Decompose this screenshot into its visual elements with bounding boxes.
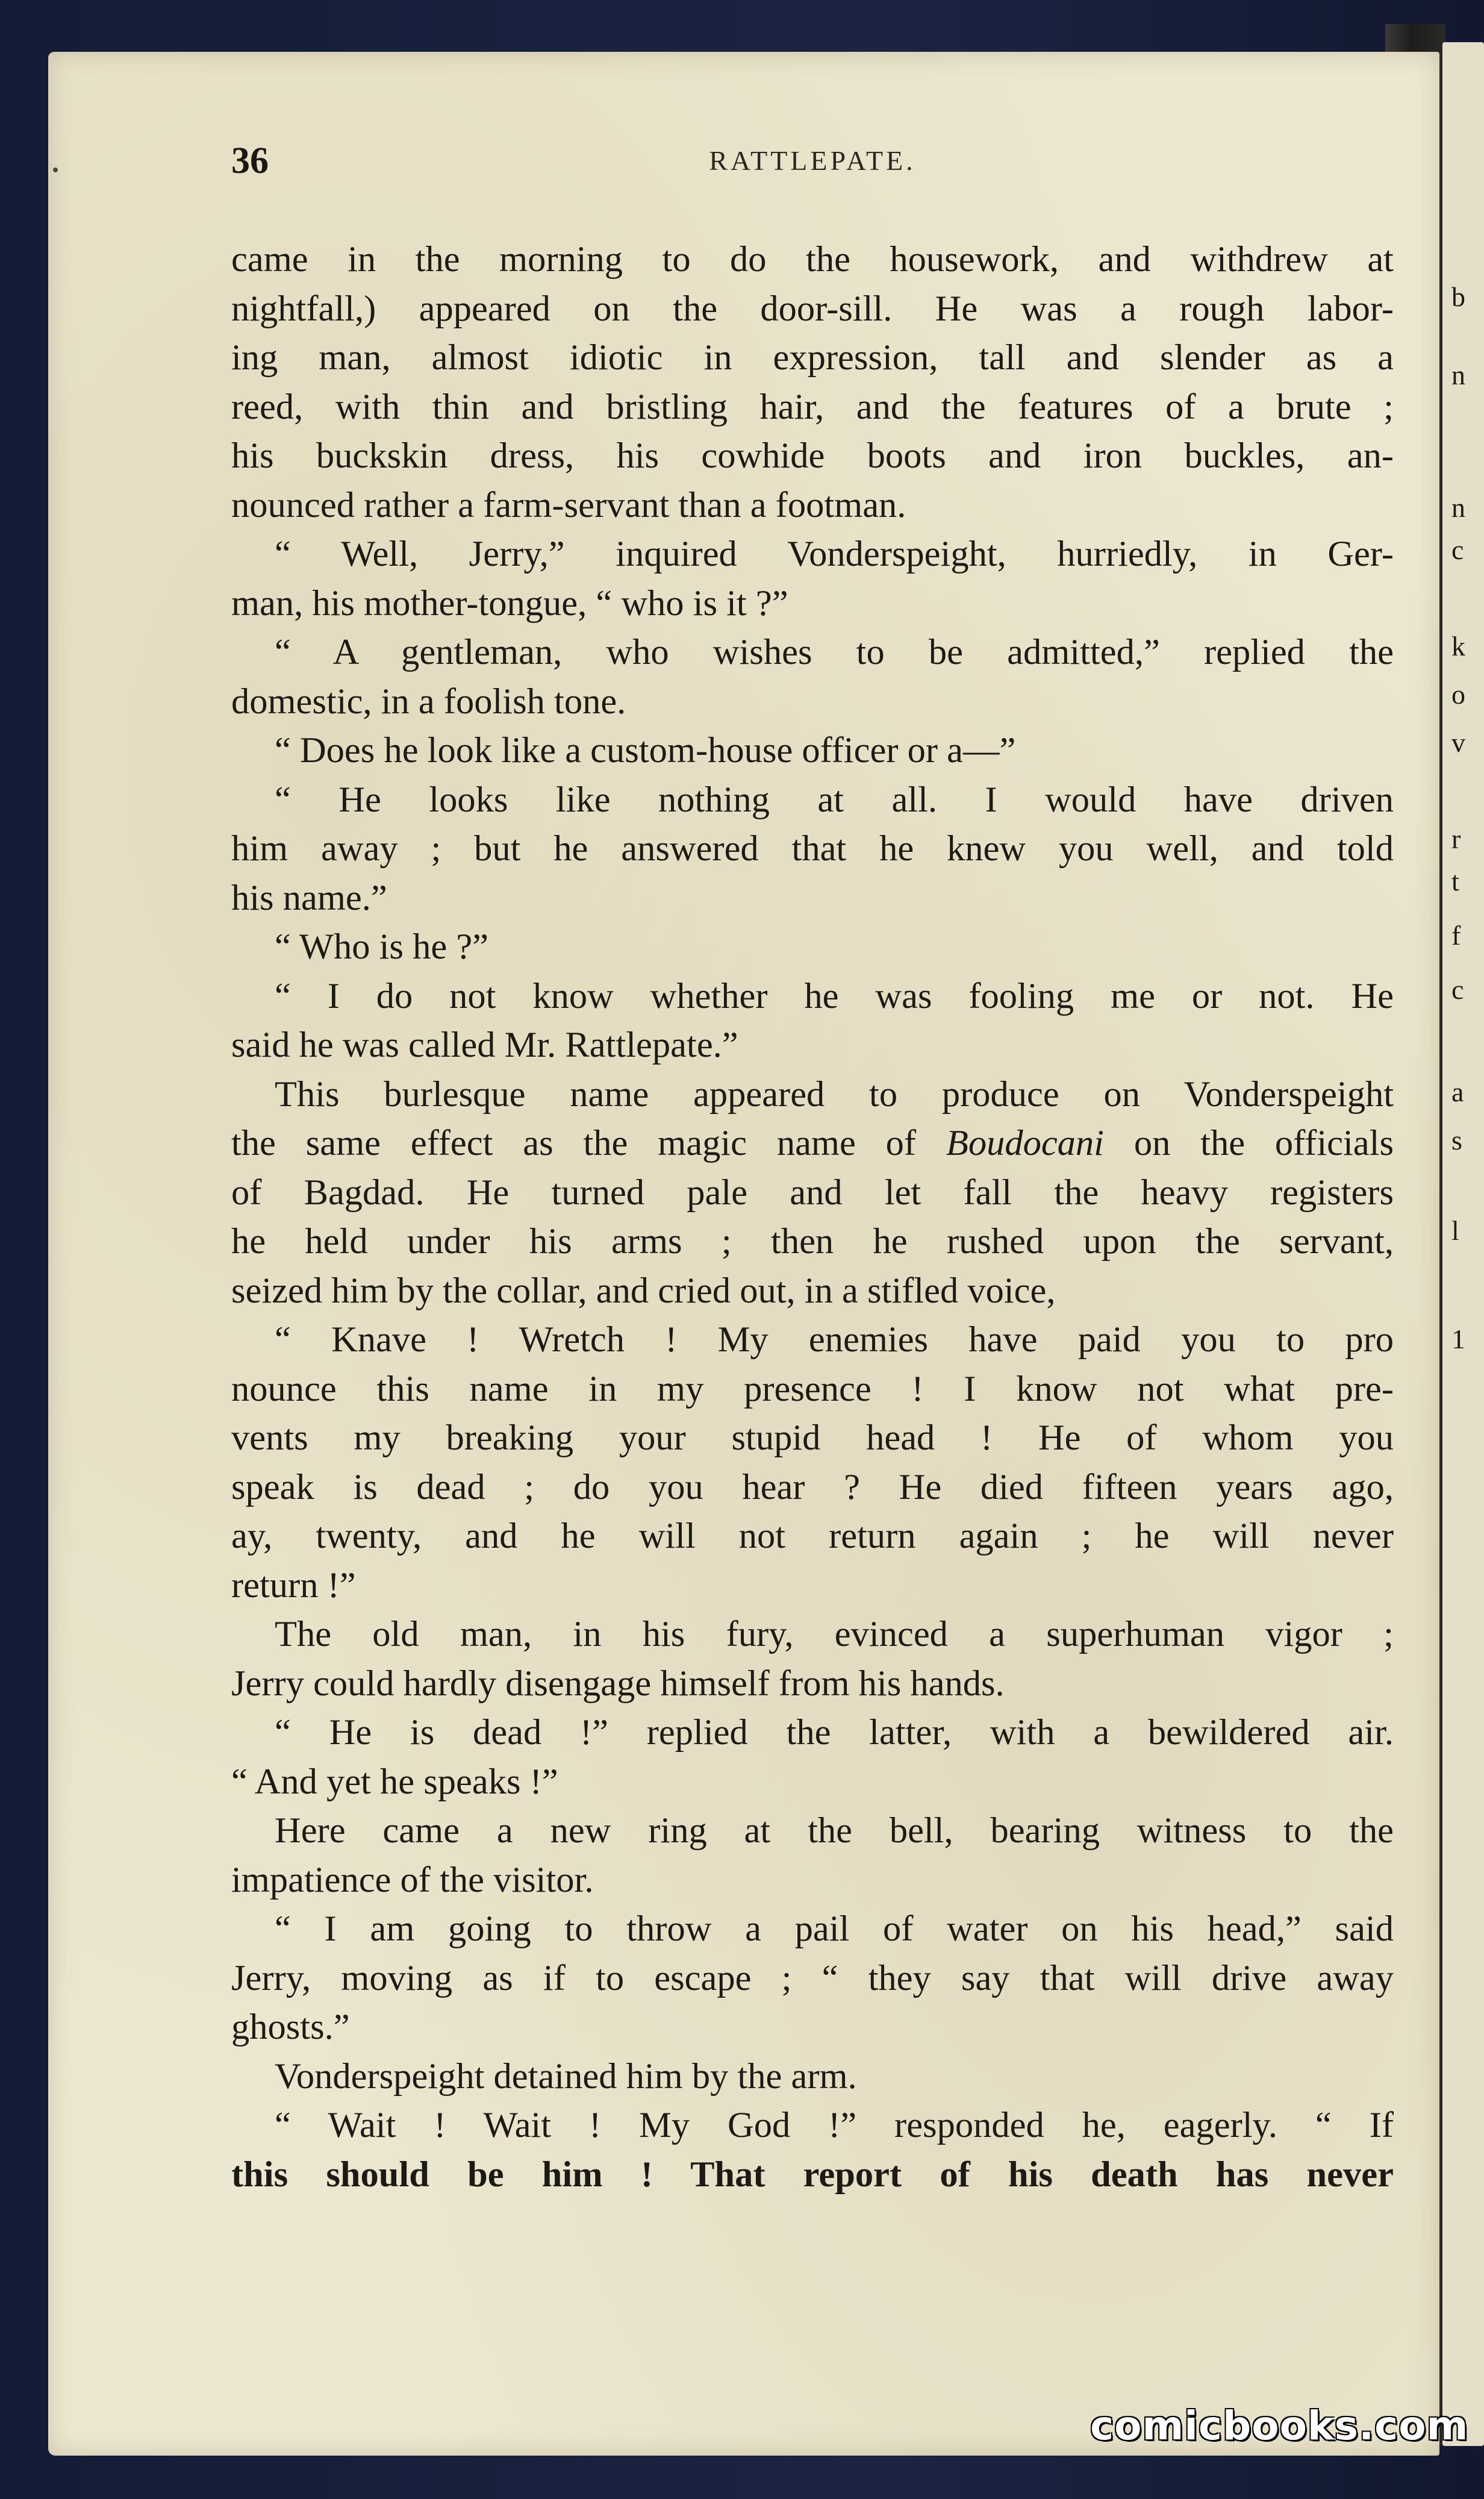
running-head: RATTLEPATE. (709, 145, 916, 176)
text-line: “ Wait ! Wait ! My God !” responded he, eagerly. “ If (275, 2105, 1394, 2145)
text-line: “ Does he look like a custom-house officer or a—” (275, 730, 1016, 771)
facing-page-letter: c (1451, 534, 1464, 565)
text-line: “ Knave ! Wretch ! My enemies have paid you to pro (275, 1319, 1394, 1360)
text-line: Jerry, moving as if to escape ; “ they say that will drive away (231, 1957, 1394, 1998)
facing-page-letter: a (1451, 1077, 1464, 1107)
text-line: this should be him ! That report of his death has never (231, 2154, 1394, 2195)
text-line: “ Who is he ?” (275, 927, 489, 967)
text-line: “ Well, Jerry,” inquired Vonderspeight, hurriedly, in Ger- (275, 534, 1394, 574)
facing-page-letter: s (1451, 1125, 1462, 1156)
text-line: ing man, almost idiotic in expression, tall and slender as a (231, 337, 1394, 378)
text-line: “ I do not know whether he was fooling me or not. He (275, 975, 1394, 1016)
text-line: nounce this name in my presence ! I know not what pre- (231, 1368, 1394, 1409)
text-line: impatience of the visitor. (231, 1859, 594, 1900)
text-line: his buckskin dress, his cowhide boots and iron buckles, an- (231, 436, 1394, 476)
page-number: 36 (231, 140, 269, 181)
text-line: Jerry could hardly disengage himself from his hands. (231, 1663, 1005, 1704)
watermark: comicbooks.com (1090, 2403, 1469, 2449)
text-line: return !” (231, 1565, 356, 1606)
text-line: said he was called Mr. Rattlepate.” (231, 1025, 738, 1065)
margin-speck (53, 167, 58, 172)
text-line: Here came a new ring at the bell, bearing witness to the (275, 1810, 1394, 1851)
body-text (231, 235, 1394, 2199)
facing-page-letter: v (1451, 727, 1465, 758)
text-line: of Bagdad. He turned pale and let fall the heavy registers (231, 1172, 1394, 1213)
facing-page-letter: r (1451, 824, 1461, 854)
text-line: domestic, in a foolish tone. (231, 681, 626, 722)
text-line: his name.” (231, 877, 387, 918)
facing-page-letter: 1 (1451, 1324, 1465, 1354)
text-line: nounced rather a farm-servant than a footman. (231, 484, 906, 525)
text-line: This burlesque name appeared to produce on Vonderspeight (275, 1074, 1394, 1115)
facing-page-letter: c (1451, 974, 1464, 1005)
text-line: ay, twenty, and he will not return again ; he will never (231, 1516, 1394, 1556)
text-line: he held under his arms ; then he rushed upon the servant, (231, 1221, 1394, 1262)
text-line: man, his mother-tongue, “ who is it ?” (231, 583, 788, 624)
facing-page-letter: f (1451, 920, 1461, 951)
text-line: “ He is dead !” replied the latter, with a bewildered air. (275, 1712, 1394, 1753)
facing-page-letter: l (1451, 1215, 1459, 1246)
facing-page-letter: n (1451, 492, 1465, 523)
facing-page-letter: t (1451, 866, 1459, 896)
text-line: The old man, in his fury, evinced a superhuman vigor ; (275, 1614, 1394, 1654)
text-line: seized him by the collar, and cried out, in a stifled voice, (231, 1270, 1056, 1311)
facing-page-letter: k (1451, 631, 1465, 661)
text-line: Vonderspeight detained him by the arm. (275, 2056, 857, 2097)
text-line: came in the morning to do the housework, and withdrew at (231, 239, 1394, 280)
facing-page-letter: o (1451, 679, 1465, 710)
text-line: reed, with thin and bristling hair, and the features of a brute ; (231, 386, 1394, 427)
text-line: nightfall,) appeared on the door-sill. He was a rough labor- (231, 288, 1394, 329)
text-line: ghosts.” (231, 2007, 350, 2047)
facing-page-letter: b (1451, 281, 1465, 312)
text-line: “ He looks like nothing at all. I would have driven (275, 779, 1394, 820)
text-line: vents my breaking your stupid head ! He of whom you (231, 1418, 1394, 1458)
text-line: “ I am going to throw a pail of water on his head,” said (275, 1909, 1394, 1949)
page-header (231, 140, 1394, 188)
text-line: “ A gentleman, who wishes to be admitted,” replied the (275, 632, 1394, 672)
text-line: “ And yet he speaks !” (231, 1761, 558, 1802)
text-line: the same effect as the magic name of Boudocani on the officials (231, 1123, 1394, 1163)
text-line: speak is dead ; do you hear ? He died fifteen years ago, (231, 1466, 1394, 1507)
facing-page-letter: n (1451, 360, 1465, 390)
text-line: him away ; but he answered that he knew you well, and told (231, 828, 1394, 869)
